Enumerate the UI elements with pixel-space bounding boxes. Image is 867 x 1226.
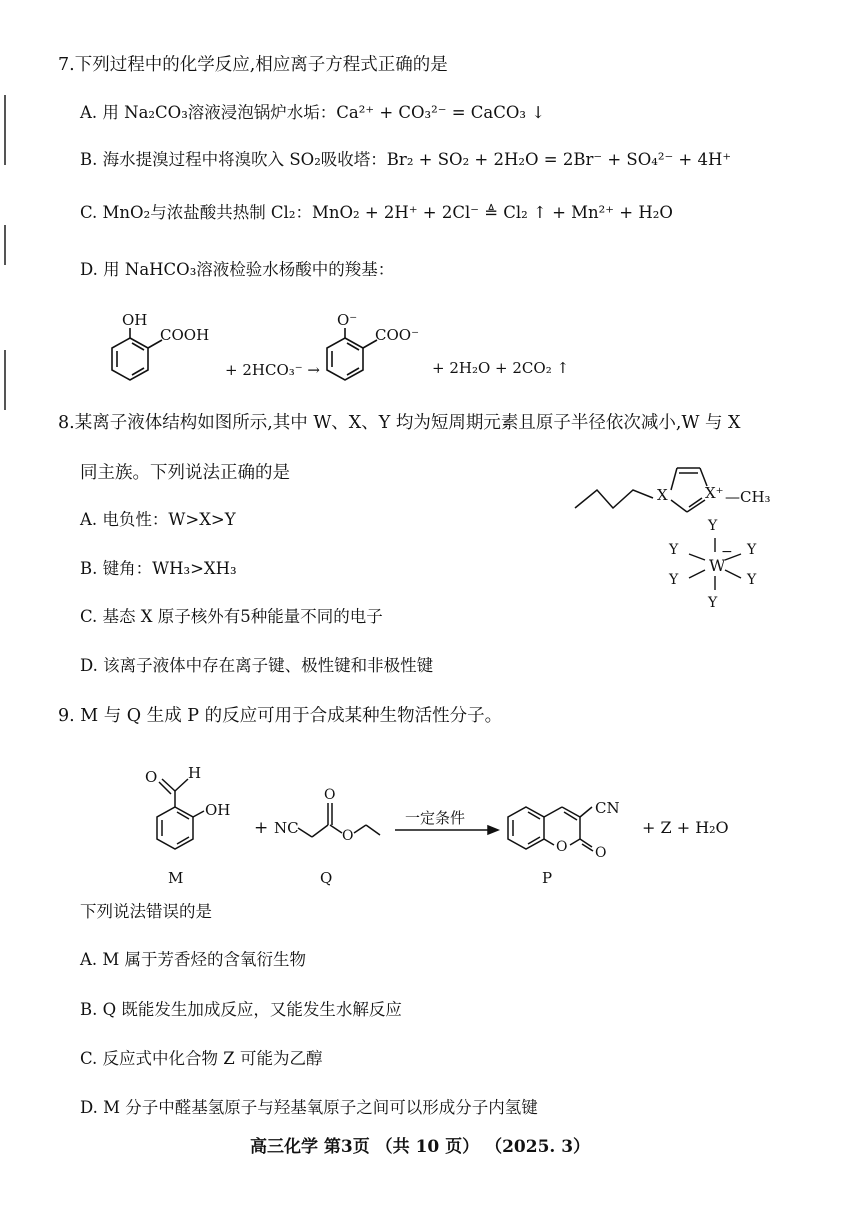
scan-edge-mark xyxy=(4,225,6,265)
question-9-option-b: B. Q 既能发生加成反应，又能发生水解反应 xyxy=(80,1000,402,1019)
compound-p-structure xyxy=(508,807,593,851)
y-atom-label: Y xyxy=(747,572,757,588)
y-atom-label: Y xyxy=(747,542,757,558)
label-q: Q xyxy=(320,869,333,887)
p-cyano-label: CN xyxy=(595,799,620,817)
question-8-option-b: B. 键角：WH₃>XH₃ xyxy=(80,559,237,578)
question-8-stem-line2: 同主族。下列说法正确的是 xyxy=(80,463,290,483)
question-8-option-d: D. 该离子液体中存在离子键、极性键和非极性键 xyxy=(80,656,434,675)
question-9-option-c: C. 反应式中化合物 Z 可能为乙醇 xyxy=(80,1049,323,1068)
compound-m-structure xyxy=(157,779,204,849)
byproducts: + Z + H₂O xyxy=(642,818,729,837)
scan-edge-mark xyxy=(4,350,6,410)
nitrile-label: NC xyxy=(274,819,299,837)
benzene-ring-icon xyxy=(112,328,162,380)
benzene-ring-icon xyxy=(327,328,377,380)
aldehyde-o-label: O xyxy=(145,768,158,786)
question-9-option-d: D. M 分子中醛基氢原子与羟基氧原子之间可以形成分子内氢键 xyxy=(80,1098,538,1117)
scan-edge-mark xyxy=(4,95,6,165)
lactone-o-label: O xyxy=(595,845,607,861)
carboxylate-label: COO⁻ xyxy=(375,326,419,344)
x-atom-label: X xyxy=(657,486,668,504)
hydroxyl-label: OH xyxy=(122,311,148,329)
ester-o-label: O xyxy=(342,828,354,844)
reaction-scheme xyxy=(130,745,760,890)
plus-sign: + xyxy=(254,818,269,838)
question-7-option-b: B. 海水提溴过程中将溴吹入 SO₂吸收塔：Br₂ + SO₂ + 2H₂O = 2Br⁻ + SO₄²⁻ + 4H⁺ xyxy=(80,150,732,169)
question-8-option-a: A. 电负性：W>X>Y xyxy=(80,510,236,529)
question-8-stem-line1: 8.某离子液体结构如图所示,其中 W、X、Y 均为短周期元素且原子半径依次减小,W 与 X xyxy=(58,413,741,433)
question-7-stem: 7.下列过程中的化学反应,相应离子方程式正确的是 xyxy=(58,55,448,75)
question-7-option-c: C. MnO₂与浓盐酸共热制 Cl₂：MnO₂ + 2H⁺ + 2Cl⁻ ≜ Cl₂ ↑ + Mn²⁺ + H₂O xyxy=(80,203,673,222)
question-8-option-c: C. 基态 X 原子核外有5种能量不同的电子 xyxy=(80,607,383,626)
salicylic-acid-equation xyxy=(90,300,610,395)
y-atom-label: Y xyxy=(708,518,718,534)
m-hydroxyl-label: OH xyxy=(205,801,231,819)
label-p: P xyxy=(542,869,553,887)
phenoxide-label: O⁻ xyxy=(337,311,358,329)
y-atom-label: Y xyxy=(708,595,718,611)
x-cation-label: X⁺ xyxy=(705,484,724,502)
reaction-arrow-icon xyxy=(395,826,498,834)
imidazolium-cation xyxy=(575,468,707,512)
aldehyde-h-label: H xyxy=(188,764,202,782)
question-9-intro: 下列说法错误的是 xyxy=(80,902,212,921)
question-7-option-d: D. 用 NaHCO₃溶液检验水杨酸中的羧基： xyxy=(80,260,395,279)
y-atom-label: Y xyxy=(669,572,679,588)
question-9-stem: 9. M 与 Q 生成 P 的反应可用于合成某种生物活性分子。 xyxy=(58,706,503,726)
page-footer: 高三化学 第3页 （共 10 页） （2025. 3） xyxy=(250,1137,591,1157)
question-9-option-a: A. M 属于芳香烃的含氧衍生物 xyxy=(80,950,307,969)
reaction-condition: 一定条件 xyxy=(405,809,466,827)
carboxyl-label: COOH xyxy=(160,326,210,344)
bicarbonate-term: + 2HCO₃⁻ → xyxy=(225,361,321,379)
question-7-option-a: A. 用 Na₂CO₃溶液浸泡锅炉水垢：Ca²⁺ + CO₃²⁻ = CaCO₃ ↓ xyxy=(80,103,546,122)
products-term: + 2H₂O + 2CO₂ ↑ xyxy=(432,359,570,377)
compound-q-structure xyxy=(298,803,380,837)
carbonyl-o-label: O xyxy=(324,787,336,803)
y-atom-label: Y xyxy=(669,542,679,558)
ionic-liquid-structure xyxy=(565,440,815,615)
w-atom-label: W xyxy=(709,556,726,575)
anion-charge: − xyxy=(721,544,733,560)
methyl-label: —CH₃ xyxy=(725,488,771,506)
label-m: M xyxy=(168,869,184,887)
ring-o-label: O xyxy=(556,839,568,855)
